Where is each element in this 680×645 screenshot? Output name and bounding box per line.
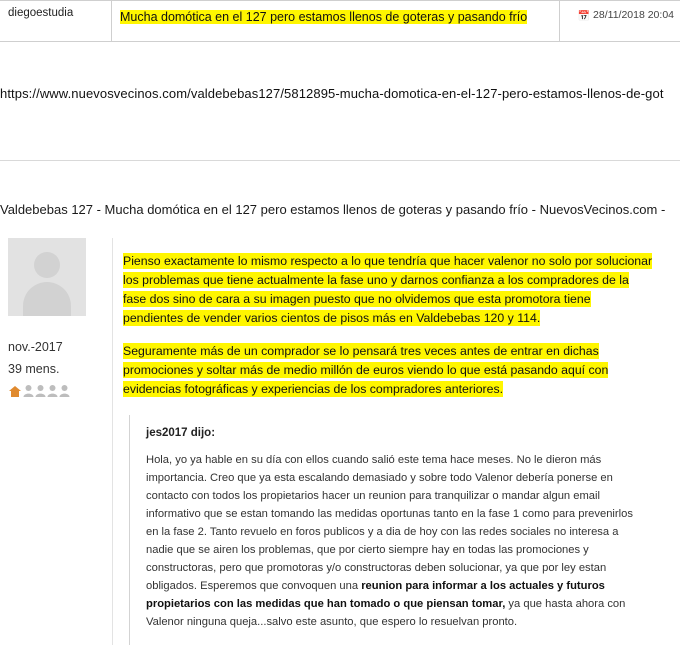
page-url: https://www.nuevosvecinos.com/valdebebas127/5812895-mucha-domotica-en-el-127-pero-estamos-llenos-de-got [0,86,664,101]
horizontal-divider [0,160,680,161]
avatar [8,238,86,316]
author-message-count: 39 mens. [8,362,60,376]
home-icon [8,384,22,398]
avatar-body-shape [23,282,71,316]
person-icon [35,384,46,398]
quoted-post [129,415,647,645]
forum-row-title-cell [112,1,560,41]
quote-text-part-1: Hola, yo ya hable en su día con ellos cuando salió este tema hace meses. No le dieron más importancia. Creo que ya esta escalando demasiado y sobre todo Valenor debería ponerse en contacto con todos los propietarios hacer un reunion para tranquilizar o mandar algun email informativo que se estan tomando las medidas oportunas tanto en la fase 1 como para prevenirlos en la fase 2. Tanto revuelo en foros publicos y a dia de hoy con las redes sociales no interesa a nadie que se airen los problemas, que por cierto siempre hay en todas las promociones y constructoras, pero que promotoras y/o constructoras deben solucionar, ya que por ley estan obligados. Esperemos que convoquen una [146,454,633,592]
person-icon [47,384,58,398]
forum-row-date-cell [560,1,680,41]
calendar-icon: 📅 [577,11,591,22]
page-title: Valdebebas 127 - Mucha domótica en el 127 pero estamos llenos de goteras y pasando frío - NuevosVecinos.com - [0,202,666,217]
forum-thread-title[interactable]: Mucha domótica en el 127 pero estamos llenos de goteras y pasando frío [120,10,528,24]
quote-text-bold: reunion para informar a los actuales y futuros propietarios con las medidas que han tomado o que piensan tomar, [146,580,605,610]
post-paragraph-1 [123,252,654,328]
quote-text-part-2: ya que hasta ahora con Valenor ninguna queja...salvo este asunto, que espero lo resuelvan pronto. [146,598,626,628]
person-icon [59,384,70,398]
forum-post-row [0,0,680,42]
forum-username[interactable]: diegoestudia [8,7,74,19]
forum-post-date: 28/11/2018 20:04 [593,9,674,21]
post-message-column [112,238,672,645]
quote-text [146,451,633,631]
post-author-column [0,238,112,398]
person-icon [23,384,34,398]
forum-row-username-cell [0,1,112,41]
quote-author: jes2017 dijo: [146,427,216,439]
post-paragraph-1-text: Pienso exactamente lo mismo respecto a lo que tendría que hacer valenor no solo por solucionar los problemas que tiene actualmente la fase uno y darnos confianza a los compradores de la fase dos sino de cara a su imagen puesto que no olvidemos que esta promotora tiene pendientes de vender varios cientos de pisos más en Valdebebas 120 y 114. [123,254,653,325]
author-join-date: nov.-2017 [8,340,63,354]
post-container [0,238,680,628]
author-badges [8,382,112,398]
post-paragraph-2-text: Seguramente más de un comprador se lo pensará tres veces antes de entrar en dichas promociones y soltar más de medio millón de euros viendo lo que está pasando aquí con evidencias fotográficas y experiencias de los compradores anteriores. [123,344,609,396]
avatar-head-shape [34,252,60,278]
post-paragraph-2 [123,342,654,399]
